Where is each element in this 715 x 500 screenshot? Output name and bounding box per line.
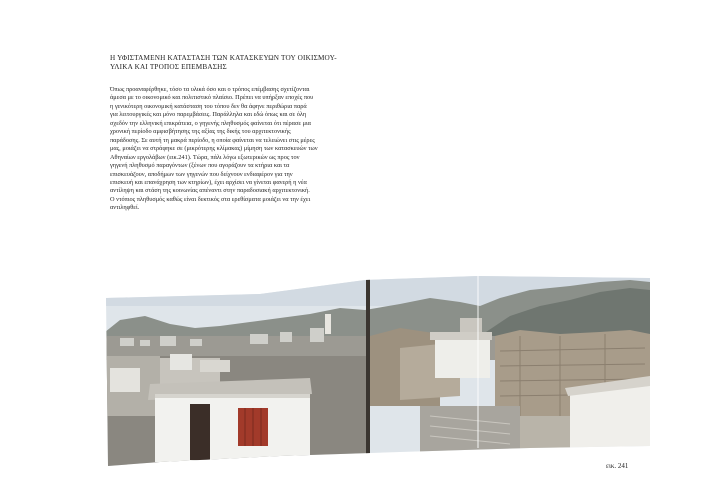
body-line: η γενικότερη οικονομική κατάσταση του τόπου δεν θα άφηνε περιθώρια παρά: [110, 102, 307, 110]
utility-pole: [366, 278, 370, 458]
section-heading: [110, 54, 360, 72]
body-line: Ο ντόπιος πληθυσμός καθώς είναι δεκτικός στα ερεθίσματα μοιάζει να την έχει: [110, 195, 311, 203]
body-line: Όπως προαναφέρθηκε, τόσο τα υλικά όσο και ο τρόπος επέμβασης σχετίζονται: [110, 86, 310, 93]
body-line: επισκευή και επανάχρηση των κτηρίων), έχει αρχίσει να γίνεται φανερή η νέα: [110, 178, 307, 186]
white-house: [435, 338, 490, 378]
body-line: για λειτουργικές και μόνο παρεμβάσεις. Παράλληλα και εδώ όπως και σε όλη: [110, 111, 307, 119]
door: [190, 404, 210, 460]
body-line: παράδοσης. Σε αυτή τη μακρά περίοδο, η οποία φαίνεται να τελειώνει στις μέρες: [110, 136, 315, 144]
foreground-house-wall: [155, 394, 310, 462]
village-panorama-photo: [100, 276, 650, 470]
body-line: αντιληφθεί.: [110, 204, 140, 212]
body-line: Αθηναίων εργολάβων (εικ.241). Τώρα, πάλι λόγω εξωτερικών ως προς τον: [110, 153, 300, 161]
body-line: χρονική περίοδο αμφισβήτησης της αξίας της δικής του αρχιτεκτονικής: [110, 128, 291, 136]
body-line: αντίληψη και στάση της κοινωνίας απέναντι στην παραδοσιακή αρχιτεκτονική.: [110, 187, 310, 195]
body-line: σχεδόν την ελληνική επικράτεια, ο γηγενής πληθυσμός φαίνεται ότι πέρασε μια: [110, 119, 311, 127]
heading-line: Η ΥΦΙΣΤΑΜΕΝΗ ΚΑΤΑΣΤΑΣΗ ΤΩΝ ΚΑΤΑΣΚΕΥΩΝ ΤΟΥ ΟΙΚΙΣΜΟΥ-: [110, 54, 337, 62]
body-line: επισκευάζουν, αποδήμων των γηγενών που δείχνουν ενδιαφέρον για την: [110, 170, 293, 178]
body-paragraph: [110, 86, 385, 213]
figure-caption: εικ. 241: [606, 462, 629, 470]
body-line: γηγενή πληθυσμό παραγόντων (ξένων που αγοράζουν τα κτήρια και τα: [110, 162, 290, 170]
heading-line: ΥΛΙΚΑ ΚΑΙ ΤΡΟΠΟΣ ΕΠΕΜΒΑΣΗΣ: [110, 63, 227, 71]
body-line: μας, μοιάζει να στράφηκε σε (μικρότερης κλίμακας) μίμηση των κατασκευών των: [110, 145, 318, 153]
body-line: άμεσα με το οικονομικό και πολιτιστικό πλαίσιο. Πρέπει να υπήρξαν εποχές που: [110, 94, 314, 102]
